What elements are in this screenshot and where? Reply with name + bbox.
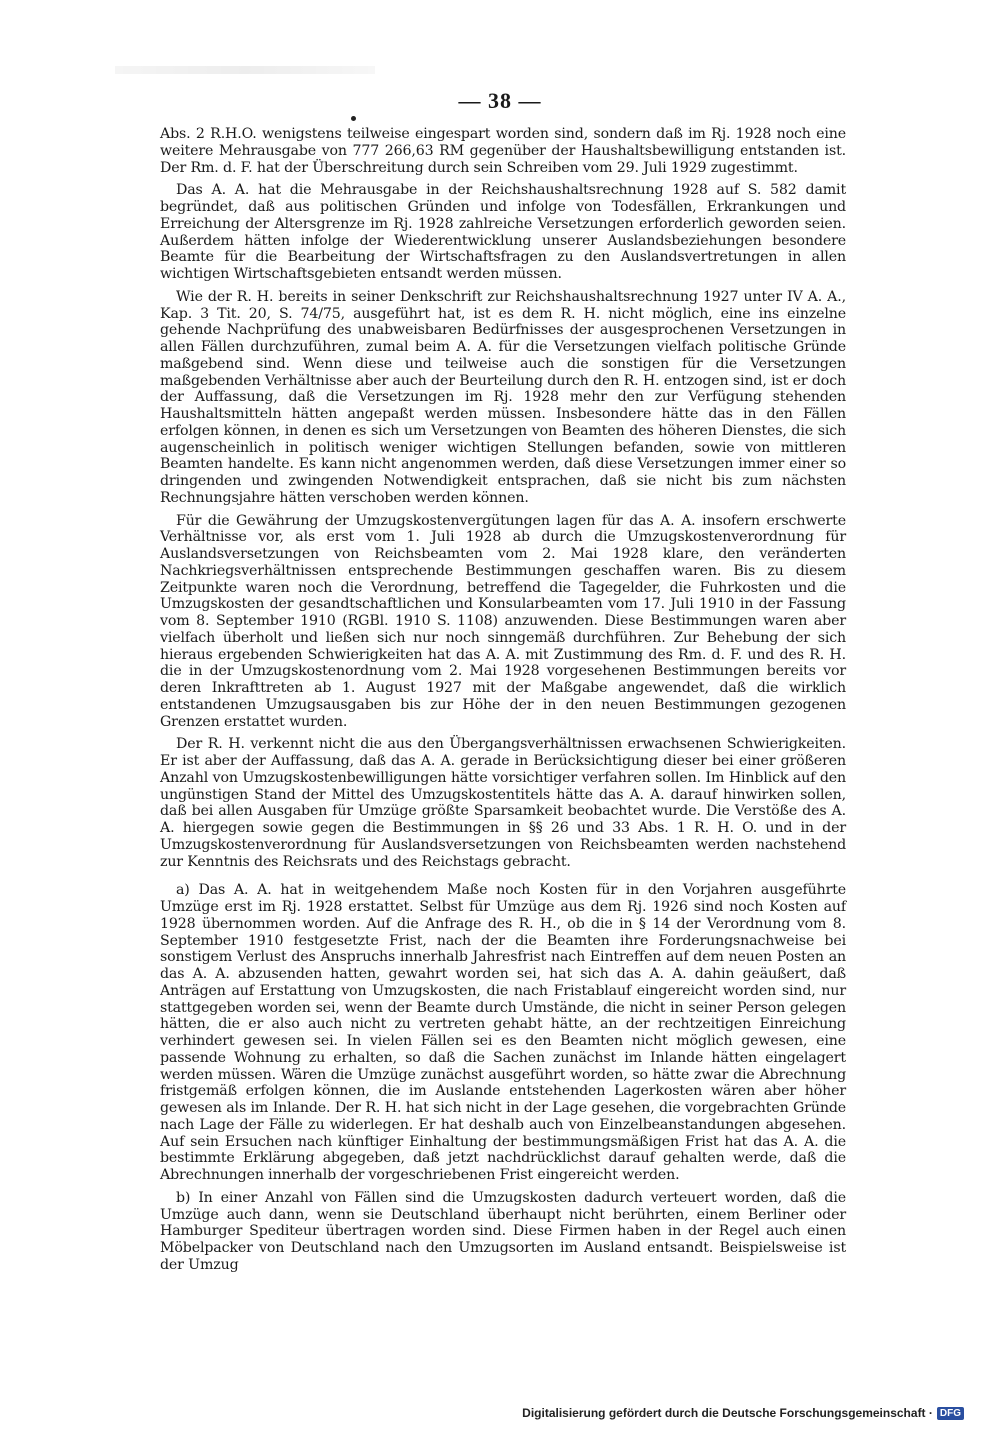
- page-number: — 38 —: [458, 88, 542, 113]
- list-item-a: a) Das A. A. hat in weitgehendem Maße noch Kosten für in den Vorjahren ausgeführte Umzüge erst im Rj. 1928 erstattet. Selbst für Umzüge aus dem Rj. 1926 sind noch Kosten auf 1928 übernommen worden. Auf die Anfrage des R. H., ob die in § 14 der Verordnung vom 8. September 1910 festgesetzte Frist, nach der die Beamten ihre Forderungsnachweise bei sonstigem Verlust des Anspruchs innerhalb Jahresfrist nach Eintreffen auf dem neuen Posten an das A. A. abzusenden hatten, gewahrt worden sei, hat sich das A. A. dahin geäußert, daß Anträgen auf Erstattung von Umzugskosten, die nach Fristablauf eingereicht worden sind, nur stattgegeben worden sei, wenn der Beamte durch Umstände, die nicht in seiner Person gelegen hätten, die er also auch nicht zu vertreten gehabt hätte, an der rechtzeitigen Einreichung verhindert gewesen sei. In vielen Fällen sei es den Beamten nicht möglich gewesen, eine passende Wohnung zu erhalten, so daß die Sachen zunächst im Inlande hätten eingelagert werden müssen. Wären die Umzüge zunächst ausgeführt worden, so hätte zwar die Abrechnung fristgemäß erfolgen können, die im Auslande entstehenden Lagerkosten wären aber höher gewesen als im Inlande. Der R. H. hat sich nicht in der Lage gesehen, die vorgebrachten Gründe nach Lage der Fälle zu widerlegen. Er hat deshalb auch von Einzelbeanstandungen abgesehen. Auf sein Ersuchen nach künftiger Einhaltung der bestimmungsmäßigen Frist hat das A. A. die bestimmte Erklärung abgegeben, daß jetzt nachdrücklichst darauf gehalten werde, daß die Abrechnungen innerhalb der vorgeschriebenen Frist eingereicht werden.: [160, 882, 846, 1183]
- paragraph: Für die Gewährung der Umzugskostenvergütungen lagen für das A. A. insofern erschwerte Verhältnisse vor, als erst vom 1. Juli 1928 ab durch die Umzugskostenverordnung für Auslandsversetzungen von Reichsbeamten vom 2. Mai 1928 klare, den veränderten Nachkriegsverhältnissen entsprechende Bestimmungen geschaffen waren. Bis zu diesem Zeitpunkte waren noch die Verordnung, betreffend die Tagegelder, die Fuhrkosten und die Umzugskosten der gesandtschaftlichen und Konsularbeamten vom 17. Juli 1910 in der Fassung vom 8. September 1910 (RGBl. 1910 S. 1108) anzuwenden. Diese Bestimmungen waren aber vielfach überholt und ließen sich nur noch sinngemäß durchführen. Zur Behebung der sich hieraus ergebenden Schwierigkeiten hat das A. A. mit Zustimmung des Rm. d. F. und des R. H. die in der Umzugskostenordnung vom 2. Mai 1928 vorgesehenen Bestimmungen bereits vor deren Inkrafttreten ab 1. August 1927 mit der Maßgabe angewendet, daß die wirklich entstandenen Umzugsausgaben bis zur Höhe der in den neuen Bestimmungen gezogenen Grenzen erstattet wurden.: [160, 512, 846, 730]
- paragraph: Der R. H. verkennt nicht die aus den Übergangsverhältnissen erwachsenen Schwierigkeiten. Er ist aber der Auffassung, daß das A. A. gerade in Berücksichtigung dieser bei einer größeren Anzahl von Umzugskostenbewilligungen hätte vorsichtiger verfahren sollen. Im Hinblick auf den ungünstigen Stand der Mittel des Umzugskostentitels hätte das A. A. darauf hinwirken sollen, daß bei allen Ausgaben für Umzüge größte Sparsamkeit beobachtet wurde. Die Verstöße des A. A. hiergegen sowie gegen die Bestimmungen in §§ 26 und 33 Abs. 1 R. H. O. und in der Umzugskostenverordnung für Auslandsversetzungen von Reichsbeamten werden nachstehend zur Kenntnis des Reichsrats und des Reichstags gebracht.: [160, 736, 846, 870]
- scan-smudge: [115, 66, 375, 74]
- footer-text: Digitalisierung gefördert durch die Deutsche Forschungsgemeinschaft ·: [522, 1406, 933, 1420]
- paragraph: Das A. A. hat die Mehrausgabe in der Reichshaushaltsrechnung 1928 auf S. 582 damit begründet, daß aus politischen Gründen und infolge von Todesfällen, Erkrankungen und Erreichung der Altersgrenze im Rj. 1928 zahlreiche Versetzungen erforderlich geworden seien. Außerdem hätten infolge der Wiederentwicklung unserer Auslandsbeziehungen besondere Beamte für die Bearbeitung der Wirtschaftsfragen zu den Auslandsvertretungen in allen wichtigen Wirtschaftsgebieten entsandt werden müssen.: [160, 182, 846, 282]
- paragraph: Wie der R. H. bereits in seiner Denkschrift zur Reichshaushaltsrechnung 1927 unter IV A. A., Kap. 3 Tit. 20, S. 74/75, ausgeführt hat, ist es dem R. H. nicht möglich, eine ins einzelne gehende Nachprüfung des unabweisbaren Bedürfnisses der ausgesprochenen Versetzungen in allen Fällen durchzuführen, zumal beim A. A. für die Versetzungen vielfach politische Gründe maßgebend sind. Wenn diese und teilweise auch die sonstigen für die Versetzungen maßgebenden Verhältnisse aber auch der Beurteilung durch den R. H. entzogen sind, ist er doch der Auffassung, daß die Versetzungen im Rj. 1928 mehr den zur Verfügung stehenden Haushaltsmitteln hätten angepaßt werden müssen. Insbesondere hätte das in den Fällen erfolgen können, in denen es sich um Versetzungen von Beamten des höheren Dienstes, die sich augenscheinlich in politisch weniger wichtigen Stellungen befanden, sowie von mittleren Beamten handelte. Es kann nicht angenommen werden, daß diese Versetzungen immer einer so dringenden und zwingenden Notwendigkeit entsprachen, daß sie nicht bis zum nächsten Rechnungsjahre hätten verschoben werden können.: [160, 288, 846, 506]
- dfg-logo: DFG: [937, 1407, 964, 1420]
- paragraph: Abs. 2 R.H.O. wenigstens teilweise eingespart worden sind, sondern daß im Rj. 1928 noch eine weitere Mehrausgabe von 777 266,63 RM gegenüber der Haushaltsbewilligung entstanden ist. Der Rm. d. F. hat der Überschreitung durch sein Schreiben vom 29. Juli 1929 zugestimmt.: [160, 126, 846, 176]
- list-item-b: b) In einer Anzahl von Fällen sind die Umzugskosten dadurch verteuert worden, daß die Umzüge auch dann, wenn sie Deutschland überhaupt nicht berührten, einem Berliner oder Hamburger Spediteur übertragen worden sind. Diese Firmen haben in der Regel auch einen Möbelpacker von Deutschland nach den Umzugsorten im Ausland entsandt. Beispielsweise ist der Umzug: [160, 1189, 846, 1273]
- document-body: [160, 126, 846, 1280]
- ink-speck: [351, 116, 356, 121]
- footer-credit: [522, 1406, 964, 1420]
